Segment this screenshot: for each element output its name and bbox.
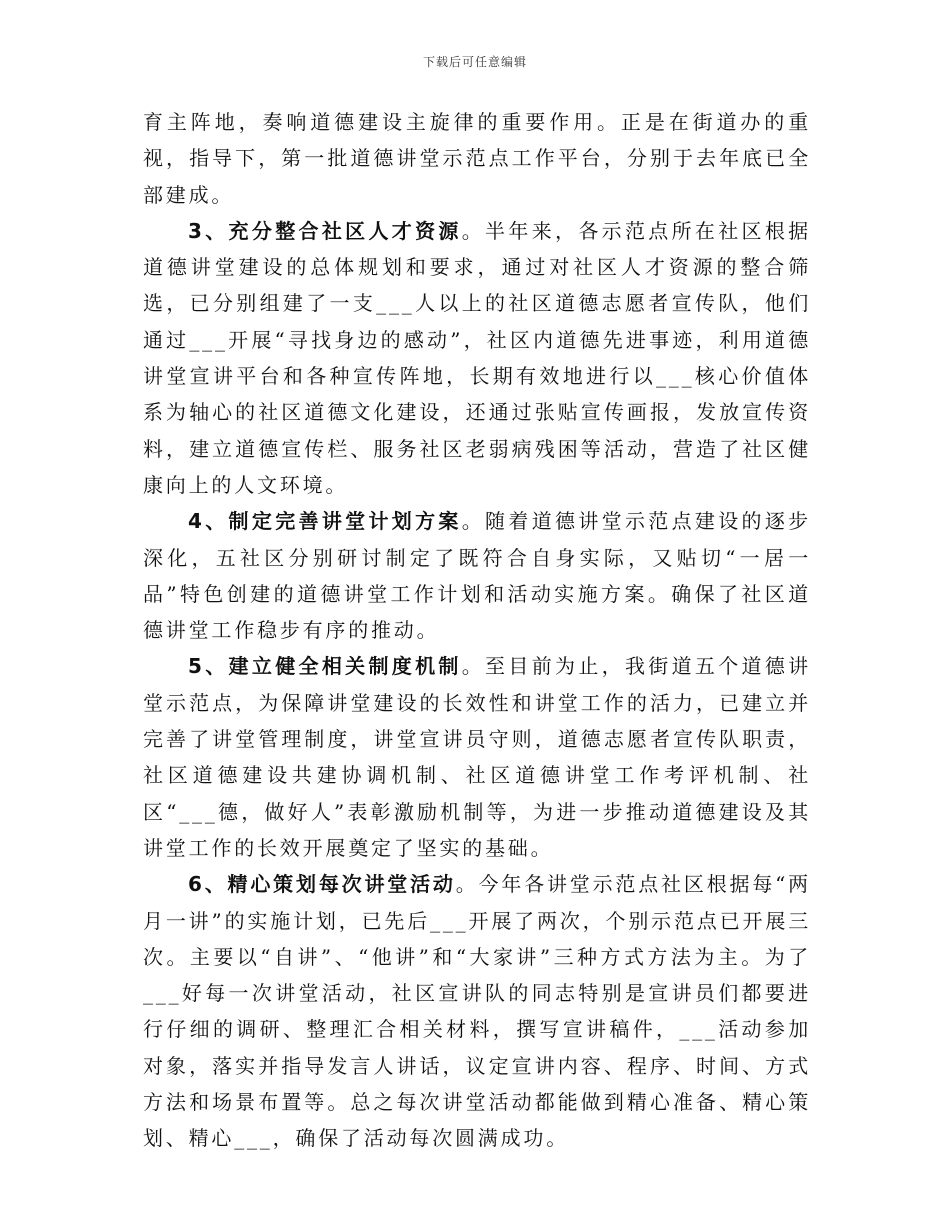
section-heading-5: 5、建立健全相关制度机制: [188, 654, 462, 679]
paragraph-text: 。随着道德讲堂示范点建设的逐步深化，五社区分别研讨制定了既符合自身实际，又贴切“一居一品”特色创建的道德讲堂工作计划和活动实施方案。确保了社区道德讲堂工作稳步有序的推动。: [143, 509, 811, 643]
paragraph-text: 。至目前为止，我街道五个道德讲堂示范点，为保障讲堂建设的长效性和讲堂工作的活力，已建立并完善了讲堂管理制度，讲堂宣讲员守则，道德志愿者宣传队职责，社区道德建设共建协调机制、社区道德讲堂工作考评机制、社区“___德，做好人”表彰激励机制等，为进一步推动道德建设及其讲堂工作的长效开展奠定了坚实的基础。: [143, 654, 811, 860]
paragraph-section-5: [143, 648, 811, 866]
section-heading-3: 3、充分整合社区人才资源: [188, 218, 462, 243]
paragraph-text: 。半年来，各示范点所在社区根据道德讲堂建设的总体规划和要求，通过对社区人才资源的整合筛选，已分别组建了一支___人以上的社区道德志愿者宣传队，他们通过___开展“寻找身边的感动”，社区内道德先进事迹，利用道德讲堂宣讲平台和各种宣传阵地，长期有效地进行以___核心价值体系为轴心的社区道德文化建设，还通过张贴宣传画报，发放宣传资料，建立道德宣传栏、服务社区老弱病残困等活动，营造了社区健康向上的人文环境。: [143, 218, 811, 497]
paragraph-text: 育主阵地，奏响道德建设主旋律的重要作用。正是在街道办的重视，指导下，第一批道德讲堂示范点工作平台，分别于去年底已全部建成。: [143, 110, 811, 207]
paragraph-continuation: [143, 104, 811, 213]
section-heading-4: 4、制定完善讲堂计划方案: [188, 509, 462, 534]
document-body: [143, 104, 811, 1157]
paragraph-section-3: [143, 213, 811, 503]
paragraph-section-6: [143, 866, 811, 1156]
page-header: 下载后可任意编辑: [422, 55, 527, 69]
section-heading-6: 6、精心策划每次讲堂活动: [188, 872, 456, 897]
paragraph-text: 。今年各讲堂示范点社区根据每“两月一讲”的实施计划，已先后___开展了两次，个别示范点已开展三次。主要以“自讲”、“他讲”和“大家讲”三种方式方法为主。为了___好每一次讲堂活动，社区宣讲队的同志特别是宣讲员们都要进行仔细的调研、整理汇合相关材料，撰写宣讲稿件，___活动参加对象，落实并指导发言人讲话，议定宣讲内容、程序、时间、方式方法和场景布置等。总之每次讲堂活动都能做到精心准备、精心策划、精心___，确保了活动每次圆满成功。: [143, 872, 811, 1151]
paragraph-section-4: [143, 503, 811, 648]
